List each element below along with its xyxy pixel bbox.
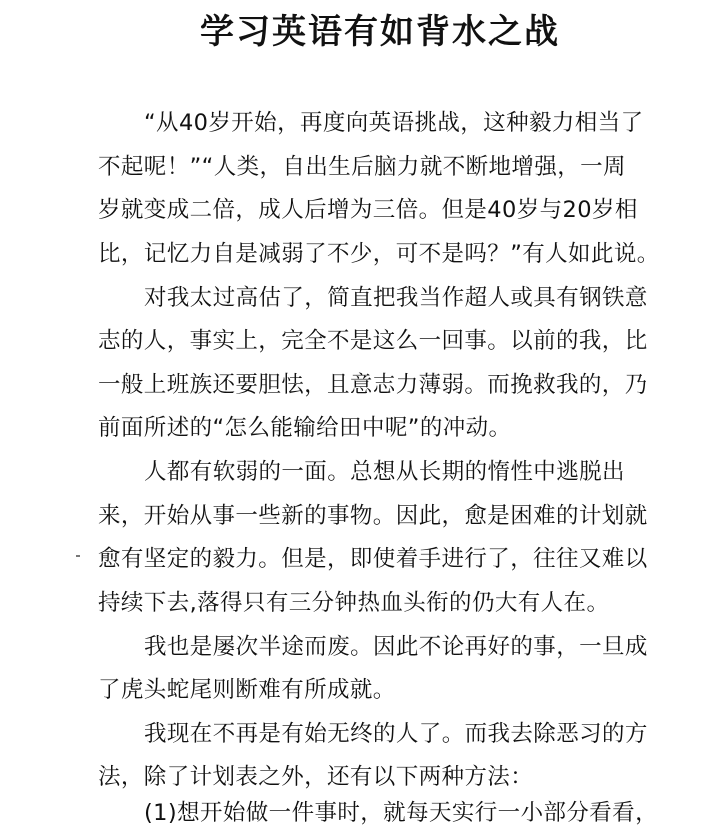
page-title: 学习英语有如背水之战 bbox=[200, 12, 560, 52]
paragraph-line: 不起呢！”“人类，自出生后脑力就不断地增强，一周 bbox=[98, 153, 626, 180]
paragraph-line: 我也是屡次半途而废。因此不论再好的事，一旦成 bbox=[144, 633, 648, 660]
paragraph-line: 我现在不再是有始无终的人了。而我去除恶习的方 bbox=[144, 720, 648, 747]
paragraph-line: 志的人，事实上，完全不是这么一回事。以前的我，比 bbox=[98, 328, 648, 355]
paragraph-line: 了虎头蛇尾则断难有所成就。 bbox=[98, 677, 396, 704]
paragraph-line: 法，除了计划表之外，还有以下两种方法： bbox=[98, 764, 534, 791]
paragraph-line: 对我太过高估了，简直把我当作超人或具有钢铁意 bbox=[144, 284, 648, 311]
paragraph-line: 来，开始从事一些新的事物。因此，愈是困难的计划就 bbox=[98, 502, 648, 529]
paragraph-line: 前面所述的“怎么能输给田中呢”的冲动。 bbox=[98, 415, 512, 442]
paragraph-line: 人都有软弱的一面。总想从长期的惰性中逃脱出 bbox=[144, 459, 625, 485]
paragraph-2 bbox=[98, 277, 648, 451]
paragraph-4 bbox=[98, 626, 648, 713]
paragraph-line: 比，记忆力自是减弱了不少，可不是吗？”有人如此说。 bbox=[98, 240, 660, 267]
paragraph-line: 岁就变成二倍，成人后增为三倍。但是40岁与20岁相 bbox=[98, 197, 638, 224]
paragraph-line: 愈有坚定的毅力。但是，即使着手进行了，往往又难以 bbox=[98, 546, 648, 573]
paragraph-5 bbox=[98, 713, 648, 800]
paragraph-line: 持续下去,落得只有三分钟热血头衔的仍大有人在。 bbox=[98, 589, 610, 616]
paragraph-line: “从40岁开始，再度向英语挑战，这种毅力相当了 bbox=[144, 110, 644, 136]
paragraph-line: 一般上班族还要胆怯，且意志力薄弱。而挽救我的，乃 bbox=[98, 371, 648, 398]
paragraph-1 bbox=[98, 102, 660, 276]
list-item: (1)想开始做一件事时，就每天实行一小部分看看， bbox=[144, 800, 658, 826]
paragraph-3 bbox=[98, 451, 648, 625]
paragraph-6 bbox=[98, 792, 658, 836]
scan-speck bbox=[76, 555, 80, 557]
